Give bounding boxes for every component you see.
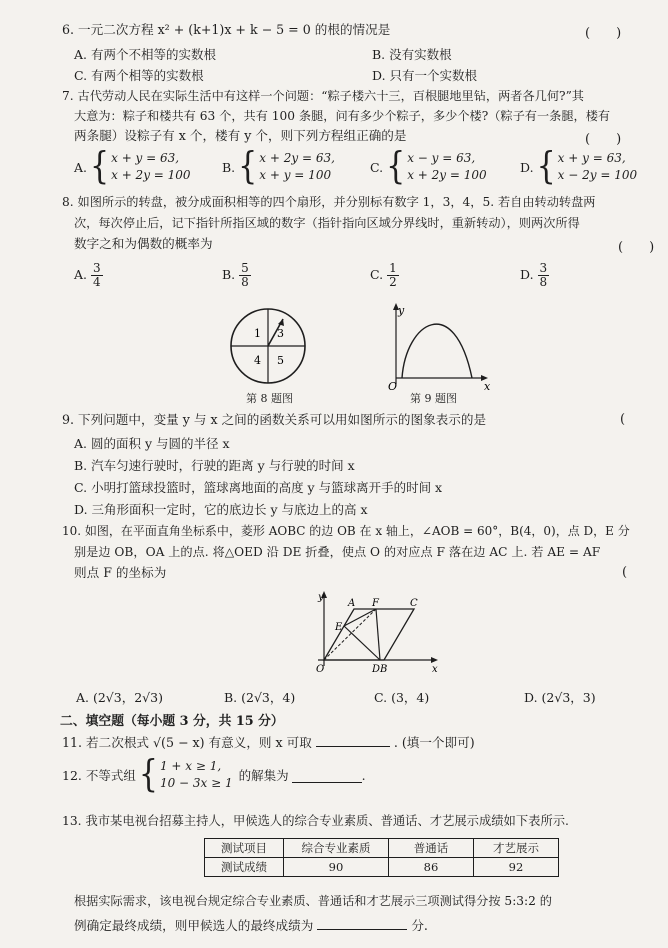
q13-text-start: 例确定最终成绩，则甲候选人的最终成绩为 bbox=[74, 918, 314, 933]
spinner-sector-1: 1 bbox=[254, 327, 261, 340]
q13-stem-line1: 13. 我市某电视台招募主持人，甲候选人的综合专业素质、普通话、才艺展示成绩如下表所示. bbox=[62, 814, 569, 828]
section-fill-in-title: 二、填空题（每小题 3 分，共 15 分） bbox=[60, 714, 284, 729]
q10-option-d: D. (2√3，3) bbox=[524, 690, 596, 705]
q7-option-a bbox=[74, 144, 191, 189]
q10-stem-line1: 10. 如图，在平面直角坐标系中，菱形 AOBC 的边 OB 在 x 轴上，∠AOB = 60°，B(4，0)，点 D，E 分 bbox=[62, 524, 630, 538]
label-a: A bbox=[348, 598, 356, 609]
q13-stem-line2: 根据实际需求，该电视台规定综合专业素质、普通话和才艺展示三项测试得分按 5:3:2 的 bbox=[74, 894, 552, 908]
q12-eq2: 10 − 3x ≥ 1 bbox=[159, 776, 233, 790]
q11-answer-blank[interactable] bbox=[316, 746, 390, 747]
q6-option-c: C. 有两个相等的实数根 bbox=[74, 68, 204, 83]
q6-stem: 6. 一元二次方程 x² + (k+1)x + k − 5 = 0 的根的情况是 bbox=[62, 22, 391, 37]
brace-icon: { bbox=[238, 144, 258, 189]
label-f: F bbox=[372, 598, 379, 609]
brace-icon: { bbox=[138, 752, 158, 797]
spinner-sector-3: 3 bbox=[277, 327, 284, 340]
q9-graph-figure bbox=[384, 300, 494, 392]
q7-stem-line2: 大意为：粽子和楼共有 63 个，共有 100 条腿，问有多少个粽子，多少个楼?（粽子有一条腿，楼有 bbox=[74, 109, 611, 123]
q7-option-b-eq1: x + 2y = 63, bbox=[259, 151, 335, 165]
label-o: O bbox=[316, 664, 325, 675]
q9-option-b: B. 汽车匀速行驶时，行驶的距离 y 与行驶的时间 x bbox=[74, 458, 355, 473]
q9-option-a: A. 圆的面积 y 与圆的半径 x bbox=[74, 436, 230, 451]
q9-figure-caption: 第 9 题图 bbox=[410, 392, 457, 405]
q7-option-a-eq2: x + 2y = 100 bbox=[111, 168, 191, 182]
brace-icon: { bbox=[386, 144, 406, 189]
label-db: DB bbox=[372, 664, 388, 675]
table-row bbox=[205, 858, 559, 877]
q7-stem-line3: 两条腿）设粽子有 x 个，楼有 y 个，则下列方程组正确的是 bbox=[74, 128, 407, 143]
q8-figure-caption: 第 8 题图 bbox=[246, 392, 293, 405]
q7-option-c bbox=[370, 144, 487, 189]
segment-fd bbox=[376, 609, 380, 660]
q11-text-end: . (填一个即可) bbox=[393, 735, 475, 750]
q9-answer-paren: ( bbox=[620, 412, 626, 427]
spinner-sector-5: 5 bbox=[277, 354, 284, 367]
q7-stem-line1: 7. 古代劳动人民在实际生活中有这样一个问题：“粽子楼六十三，百根腿地里钻，两者各几何?”其 bbox=[62, 89, 584, 103]
q8-option-c bbox=[370, 262, 399, 289]
q8-option-b-num: 5 bbox=[241, 261, 249, 275]
q13-text-end: 分. bbox=[411, 918, 428, 933]
q10-stem-line2: 别是边 OB，OA 上的点. 将△OED 沿 DE 折叠，使点 O 的对应点 F 落在边 AC 上. 若 AE = AF bbox=[74, 545, 601, 559]
q8-stem-line1: 8. 如图所示的转盘，被分成面积相等的四个扇形，并分别标有数字 1，3，4，5. 若自由转动转盘两 bbox=[62, 195, 596, 209]
q10-option-a: A. (2√3，2√3) bbox=[76, 690, 163, 705]
q7-answer-paren: ( ) bbox=[585, 132, 622, 147]
q7-option-a-label: A. bbox=[74, 159, 88, 175]
table-header-cell: 综合专业素质 bbox=[284, 839, 389, 858]
table-header-cell: 才艺展示 bbox=[474, 839, 559, 858]
q10-option-b: B. (2√3，4) bbox=[224, 690, 296, 705]
q7-option-b-label: B. bbox=[222, 159, 236, 175]
q7-option-d-eq2: x − 2y = 100 bbox=[557, 168, 638, 182]
q8-option-d-num: 3 bbox=[539, 261, 548, 275]
q9-origin-label: O bbox=[388, 380, 398, 392]
q12-text-mid: 的解集为 bbox=[238, 768, 289, 783]
q11-text-start: 11. 若二次根式 √(5 − x) 有意义，则 x 可取 bbox=[62, 735, 312, 750]
rhombus-aobc bbox=[324, 609, 414, 660]
spinner-figure bbox=[228, 306, 308, 386]
q12-text-end: . bbox=[361, 767, 366, 783]
q13-answer-blank[interactable] bbox=[317, 929, 407, 930]
q10-option-c: C. (3，4) bbox=[374, 690, 430, 705]
q9-axis-y-label: y bbox=[398, 304, 405, 317]
q8-option-c-den: 2 bbox=[389, 275, 397, 289]
brace-icon: { bbox=[90, 144, 110, 189]
q8-option-a-label: A. bbox=[74, 267, 88, 282]
q8-option-c-num: 1 bbox=[389, 261, 397, 275]
q8-option-a-den: 4 bbox=[93, 275, 101, 289]
q13-score-table bbox=[204, 838, 559, 877]
q10-stem-line3: 则点 F 的坐标为 bbox=[74, 565, 167, 580]
q8-option-a bbox=[74, 262, 103, 289]
q9-curve bbox=[402, 324, 472, 378]
q7-option-b-eq2: x + y = 100 bbox=[259, 168, 332, 182]
table-cell: 92 bbox=[474, 858, 559, 877]
label-e: E bbox=[335, 622, 343, 633]
q10-rhombus-figure bbox=[310, 588, 442, 676]
q6-answer-paren: ( ) bbox=[585, 26, 622, 41]
table-cell: 测试成绩 bbox=[205, 858, 284, 877]
fold-line-de bbox=[344, 626, 380, 660]
q8-option-b bbox=[222, 262, 251, 289]
q9-axis-x-label: x bbox=[484, 380, 491, 392]
q11 bbox=[62, 735, 475, 751]
q9-option-c: C. 小明打篮球投篮时，篮球离地面的高度 y 与篮球离开手的时间 x bbox=[74, 480, 443, 495]
q9-stem: 9. 下列问题中，变量 y 与 x 之间的函数关系可以用如图所示的图象表示的是 bbox=[62, 412, 487, 427]
q9-option-d: D. 三角形面积一定时，它的底边长 y 与底边上的高 x bbox=[74, 502, 368, 517]
q7-option-a-eq1: x + y = 63, bbox=[111, 151, 180, 165]
q7-option-d-eq1: x + y = 63, bbox=[557, 151, 626, 165]
q7-option-c-label: C. bbox=[370, 159, 384, 175]
q12-eq1: 1 + x ≥ 1, bbox=[159, 759, 222, 773]
brace-icon: { bbox=[536, 144, 556, 189]
table-cell: 90 bbox=[284, 858, 389, 877]
q6-option-b: B. 没有实数根 bbox=[372, 47, 452, 62]
q10-answer-paren: ( bbox=[622, 565, 628, 580]
q6-option-d: D. 只有一个实数根 bbox=[372, 68, 478, 83]
q12-answer-blank[interactable] bbox=[292, 768, 362, 783]
table-header-cell: 普通话 bbox=[389, 839, 474, 858]
q8-option-a-num: 3 bbox=[93, 261, 101, 275]
label-y: y bbox=[318, 592, 324, 603]
label-x: x bbox=[432, 664, 438, 675]
label-c: C bbox=[410, 598, 418, 609]
q8-stem-line2: 次，每次停止后，记下指针所指区域的数字（指针指向区域分界线时，重新转动），则两次所得 bbox=[74, 216, 580, 230]
q8-answer-paren: ( ) bbox=[618, 240, 655, 255]
x-axis-arrow-icon bbox=[431, 657, 438, 663]
q6-option-a: A. 有两个不相等的实数根 bbox=[74, 47, 216, 62]
q8-option-d bbox=[520, 262, 549, 289]
q7-option-c-eq2: x + 2y = 100 bbox=[407, 168, 487, 182]
q8-option-b-den: 8 bbox=[241, 275, 249, 289]
table-cell: 86 bbox=[389, 858, 474, 877]
q12-text-start: 12. 不等式组 bbox=[62, 768, 136, 783]
q7-option-d-label: D. bbox=[520, 159, 534, 175]
q13-stem-line3 bbox=[74, 918, 428, 934]
q12 bbox=[62, 752, 369, 797]
q8-option-d-label: D. bbox=[520, 267, 534, 282]
spinner-sector-4: 4 bbox=[254, 354, 261, 367]
q7-option-d bbox=[520, 144, 638, 189]
q8-stem-line3: 数字之和为偶数的概率为 bbox=[74, 236, 213, 251]
table-header-cell: 测试项目 bbox=[205, 839, 284, 858]
q8-option-d-den: 8 bbox=[539, 275, 548, 289]
q7-option-b bbox=[222, 144, 335, 189]
q8-option-b-label: B. bbox=[222, 267, 236, 282]
table-row bbox=[205, 839, 559, 858]
q7-option-c-eq1: x − y = 63, bbox=[407, 151, 476, 165]
q8-option-c-label: C. bbox=[370, 267, 384, 282]
